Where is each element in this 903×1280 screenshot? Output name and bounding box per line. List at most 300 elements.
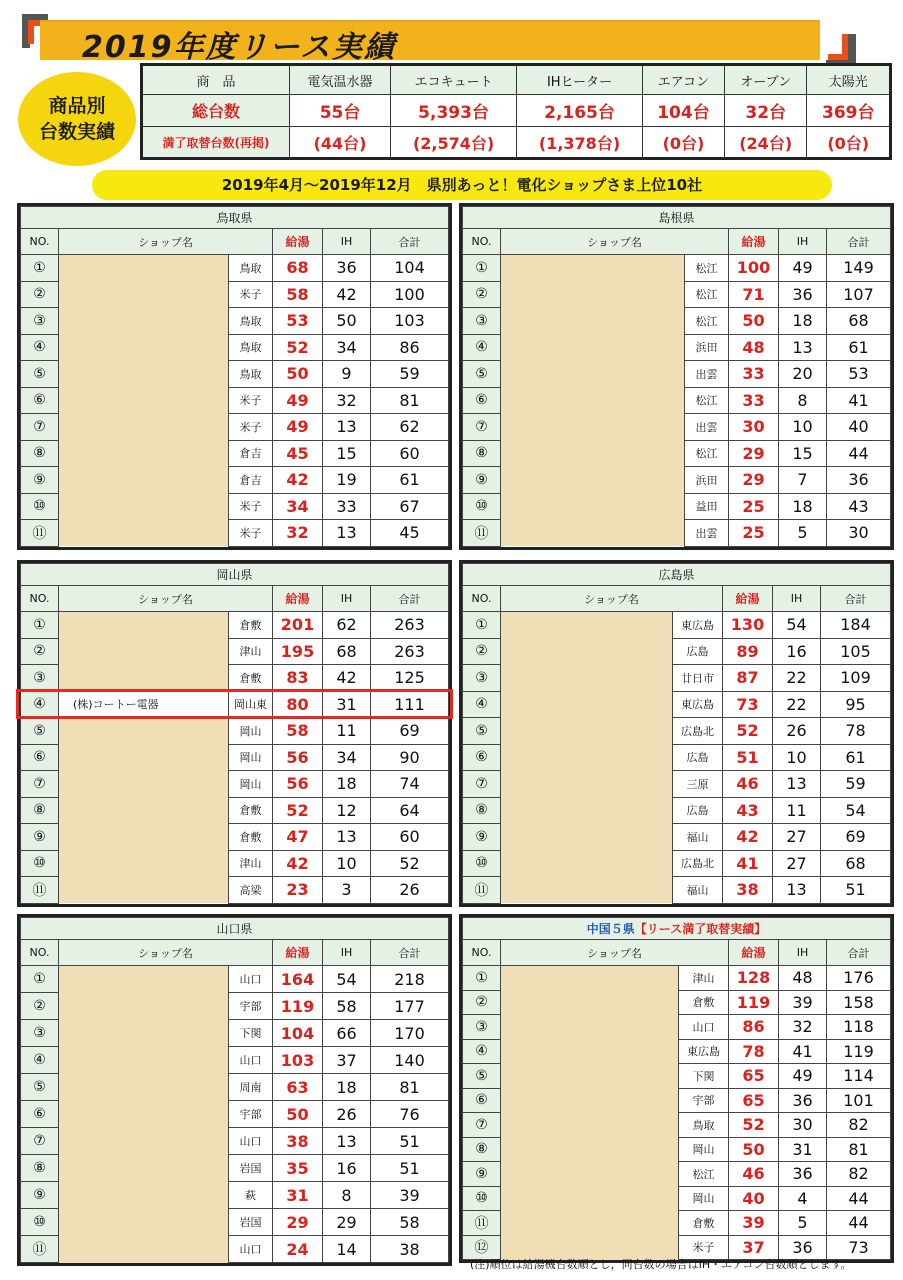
total-count: 103 [371, 308, 449, 335]
kyuto-count: 52 [723, 718, 773, 745]
total-count: 119 [827, 1039, 891, 1064]
ih-count: 32 [323, 387, 371, 414]
kyuto-count: 52 [729, 1113, 779, 1138]
total-count: 59 [371, 361, 449, 388]
page-title: 2019年度リース実績 [82, 30, 396, 65]
shop-name [501, 414, 685, 441]
summary-header-product: 商 品 [142, 65, 290, 95]
kyuto-count: 49 [273, 387, 323, 414]
kyuto-count: 128 [729, 966, 779, 991]
table-row [463, 520, 891, 547]
panel-title-row [21, 207, 449, 229]
table-row [463, 1088, 891, 1113]
shop-name [59, 467, 229, 494]
shop-name [59, 718, 229, 745]
kyuto-count: 43 [723, 797, 773, 824]
total-count: 44 [827, 1211, 891, 1236]
total-count: 78 [821, 718, 891, 745]
shop-name [59, 387, 229, 414]
table-row [21, 824, 449, 851]
panel-header-row [21, 229, 449, 255]
total-count: 184 [821, 612, 891, 639]
shop-city: 東広島 [679, 1039, 729, 1064]
total-count: 82 [827, 1162, 891, 1187]
ih-count: 19 [323, 467, 371, 494]
shop-name [501, 1186, 679, 1211]
total-count: 67 [371, 493, 449, 520]
summary-total-cell: 55台 [290, 95, 391, 127]
header-kyuto: 給湯 [729, 229, 779, 255]
panel-title: 鳥取県 [21, 207, 449, 229]
total-count: 107 [827, 281, 891, 308]
shop-city: 倉敷 [679, 990, 729, 1015]
total-count: 90 [371, 744, 449, 771]
shop-name [501, 520, 685, 547]
panel-header-row [21, 586, 449, 612]
total-count: 68 [827, 308, 891, 335]
shop-name [501, 850, 673, 877]
header-shop: ショップ名 [501, 586, 723, 612]
header-no: NO. [463, 586, 501, 612]
table-row [21, 993, 449, 1020]
ih-count: 27 [773, 850, 821, 877]
kyuto-count: 49 [273, 414, 323, 441]
table-row [463, 467, 891, 494]
header-kyuto: 給湯 [723, 586, 773, 612]
rank-number: ⑤ [463, 361, 501, 388]
kyuto-count: 31 [273, 1182, 323, 1209]
panel-title: 岡山県 [21, 564, 449, 586]
rank-number: ⑪ [463, 520, 501, 547]
shop-city: 倉吉 [229, 467, 273, 494]
ih-count: 9 [323, 361, 371, 388]
ih-count: 8 [323, 1182, 371, 1209]
rank-number: ⑥ [21, 744, 59, 771]
shop-name [501, 1162, 679, 1187]
total-count: 44 [827, 1186, 891, 1211]
rank-number: ③ [21, 1020, 59, 1047]
shop-city: 山口 [229, 966, 273, 993]
shop-city: 宇部 [229, 993, 273, 1020]
shop-name [59, 850, 229, 877]
ih-count: 4 [779, 1186, 827, 1211]
table-row [21, 966, 449, 993]
header-ih: IH [773, 586, 821, 612]
kyuto-count: 46 [729, 1162, 779, 1187]
panel-yamaguchi [17, 914, 452, 1266]
ih-count: 13 [323, 414, 371, 441]
shop-city: 米子 [229, 520, 273, 547]
header-ih: IH [779, 940, 827, 966]
header-ih: IH [323, 586, 371, 612]
ih-count: 13 [773, 771, 821, 798]
total-count: 54 [821, 797, 891, 824]
shop-name [59, 1182, 229, 1209]
kyuto-count: 65 [729, 1064, 779, 1089]
ih-count: 27 [773, 824, 821, 851]
total-count: 170 [371, 1020, 449, 1047]
shop-city: 廿日市 [673, 665, 723, 692]
table-row [21, 1101, 449, 1128]
ih-count: 29 [323, 1209, 371, 1236]
shop-city: 津山 [229, 850, 273, 877]
total-count: 43 [827, 493, 891, 520]
rank-number: ⑤ [21, 718, 59, 745]
kyuto-count: 58 [273, 281, 323, 308]
shop-city: 浜田 [685, 467, 729, 494]
ih-count: 37 [323, 1047, 371, 1074]
ih-count: 10 [773, 744, 821, 771]
panel-header-row [463, 940, 891, 966]
shop-city: 宇部 [679, 1088, 729, 1113]
kyuto-count: 23 [273, 877, 323, 904]
table-row [21, 493, 449, 520]
rank-number: ⑧ [21, 1155, 59, 1182]
shop-name [501, 387, 685, 414]
ih-count: 62 [323, 612, 371, 639]
ih-count: 58 [323, 993, 371, 1020]
table-row [463, 771, 891, 798]
table-row [21, 255, 449, 282]
kyuto-count: 50 [273, 1101, 323, 1128]
table-row [21, 334, 449, 361]
kyuto-count: 38 [723, 877, 773, 904]
header-kyuto: 給湯 [273, 586, 323, 612]
ranking-table [20, 206, 449, 547]
total-count: 38 [371, 1236, 449, 1263]
shop-name [501, 718, 673, 745]
rank-number: ⑨ [21, 824, 59, 851]
shop-city: 岡山 [229, 718, 273, 745]
total-count: 81 [371, 1074, 449, 1101]
kyuto-count: 48 [729, 334, 779, 361]
shop-city: 宇部 [229, 1101, 273, 1128]
kyuto-count: 25 [729, 493, 779, 520]
badge-line-1: 商品別 [48, 95, 106, 117]
table-row [21, 387, 449, 414]
total-count: 45 [371, 520, 449, 547]
shop-name [59, 361, 229, 388]
rank-number: ② [21, 638, 59, 665]
ih-count: 22 [773, 691, 821, 718]
shop-city: 松江 [685, 255, 729, 282]
header-shop: ショップ名 [59, 940, 273, 966]
rank-number: ⑥ [463, 387, 501, 414]
total-count: 60 [371, 824, 449, 851]
ih-count: 18 [779, 493, 827, 520]
shop-city: 倉敷 [229, 824, 273, 851]
total-count: 44 [827, 440, 891, 467]
total-count: 60 [371, 440, 449, 467]
table-row [463, 638, 891, 665]
rank-number: ⑨ [21, 467, 59, 494]
table-row [463, 1039, 891, 1064]
ih-count: 31 [323, 691, 371, 718]
shop-name [501, 1015, 679, 1040]
shop-city: 米子 [679, 1235, 729, 1260]
shop-city: 岡山 [679, 1137, 729, 1162]
header-ih: IH [779, 229, 827, 255]
kyuto-count: 89 [723, 638, 773, 665]
summary-total-cell: 104台 [643, 95, 725, 127]
kyuto-count: 35 [273, 1155, 323, 1182]
ih-count: 36 [779, 1088, 827, 1113]
shop-name [59, 824, 229, 851]
table-row [463, 1113, 891, 1138]
rank-number: ⑦ [463, 771, 501, 798]
total-count: 149 [827, 255, 891, 282]
total-count: 111 [371, 691, 449, 718]
shop-name [501, 361, 685, 388]
table-row [463, 1211, 891, 1236]
rank-number: ② [21, 281, 59, 308]
ih-count: 26 [323, 1101, 371, 1128]
ih-count: 22 [773, 665, 821, 692]
table-row [21, 665, 449, 692]
rank-number: ⑧ [21, 440, 59, 467]
shop-city: 米子 [229, 493, 273, 520]
ih-count: 34 [323, 744, 371, 771]
header-shop: ショップ名 [59, 229, 273, 255]
rank-number: ⑫ [463, 1235, 501, 1260]
shop-name [501, 824, 673, 851]
shop-name [59, 1236, 229, 1263]
total-count: 36 [827, 467, 891, 494]
shop-city: 出雲 [685, 361, 729, 388]
rank-number: ③ [463, 665, 501, 692]
total-count: 176 [827, 966, 891, 991]
rank-number: ① [21, 612, 59, 639]
header-ih: IH [323, 229, 371, 255]
total-count: 53 [827, 361, 891, 388]
table-row [463, 612, 891, 639]
table-row [463, 414, 891, 441]
shop-name [59, 1155, 229, 1182]
panel-title [463, 918, 891, 940]
kyuto-count: 30 [729, 414, 779, 441]
ih-count: 36 [779, 1235, 827, 1260]
total-count: 61 [821, 744, 891, 771]
shop-name [59, 797, 229, 824]
shop-name [59, 744, 229, 771]
shop-city: 倉敷 [229, 665, 273, 692]
ih-count: 13 [773, 877, 821, 904]
ranking-table [462, 917, 891, 1260]
shop-name [501, 691, 673, 718]
kyuto-count: 73 [723, 691, 773, 718]
ih-count: 34 [323, 334, 371, 361]
panel-chugoku [459, 914, 894, 1263]
ih-count: 8 [779, 387, 827, 414]
kyuto-count: 25 [729, 520, 779, 547]
rank-number: ⑤ [21, 361, 59, 388]
kyuto-count: 47 [273, 824, 323, 851]
rank-number: ⑧ [21, 797, 59, 824]
rank-number: ④ [21, 691, 59, 718]
shop-name [501, 877, 673, 904]
rank-number: ④ [463, 691, 501, 718]
panel-hiroshima [459, 560, 894, 907]
shop-city: 岡山東 [229, 691, 273, 718]
table-row [21, 1074, 449, 1101]
shop-city: 浜田 [685, 334, 729, 361]
ih-count: 48 [779, 966, 827, 991]
kyuto-count: 40 [729, 1186, 779, 1211]
kyuto-count: 34 [273, 493, 323, 520]
ih-count: 42 [323, 281, 371, 308]
shop-city: 出雲 [685, 414, 729, 441]
kyuto-count: 83 [273, 665, 323, 692]
shop-name [501, 493, 685, 520]
table-row [463, 334, 891, 361]
summary-header-water-heater: 電気温水器 [290, 65, 391, 95]
ih-count: 15 [779, 440, 827, 467]
rank-number: ② [463, 638, 501, 665]
rank-number: ④ [463, 334, 501, 361]
shop-name [59, 1209, 229, 1236]
shop-city: 倉敷 [229, 797, 273, 824]
kyuto-count: 56 [273, 771, 323, 798]
summary-replacement-cell: (0台) [807, 127, 891, 159]
total-count: 74 [371, 771, 449, 798]
total-count: 69 [821, 824, 891, 851]
shop-city: 東広島 [673, 691, 723, 718]
total-count: 140 [371, 1047, 449, 1074]
ih-count: 41 [779, 1039, 827, 1064]
header-kyuto: 給湯 [273, 940, 323, 966]
shop-city: 東広島 [673, 612, 723, 639]
shop-city: 鳥取 [229, 361, 273, 388]
table-row [463, 493, 891, 520]
shop-city: 周南 [229, 1074, 273, 1101]
shop-city: 松江 [685, 387, 729, 414]
shop-name [501, 990, 679, 1015]
table-row [21, 1236, 449, 1263]
rank-number: ⑧ [463, 1137, 501, 1162]
total-count: 81 [827, 1137, 891, 1162]
total-count: 158 [827, 990, 891, 1015]
shop-city: 鳥取 [679, 1113, 729, 1138]
total-count: 41 [827, 387, 891, 414]
summary-header-ecocute: エコキュート [391, 65, 517, 95]
table-row [463, 665, 891, 692]
kyuto-count: 56 [273, 744, 323, 771]
table-row [21, 281, 449, 308]
corner-decoration-right-accent [828, 34, 848, 60]
table-row [21, 1020, 449, 1047]
ranking-table [20, 563, 449, 904]
table-row [463, 361, 891, 388]
summary-replacement-row [142, 127, 891, 159]
summary-total-cell: 2,165台 [517, 95, 643, 127]
ih-count: 12 [323, 797, 371, 824]
rank-number: ⑤ [463, 1064, 501, 1089]
shop-name [59, 1020, 229, 1047]
shop-name [501, 281, 685, 308]
shop-name [59, 1074, 229, 1101]
shop-name [501, 771, 673, 798]
ih-count: 7 [779, 467, 827, 494]
header-total: 合計 [371, 586, 449, 612]
ih-count: 16 [323, 1155, 371, 1182]
header-kyuto: 給湯 [729, 940, 779, 966]
table-row [463, 1137, 891, 1162]
rank-number: ⑩ [463, 1186, 501, 1211]
ih-count: 32 [779, 1015, 827, 1040]
kyuto-count: 103 [273, 1047, 323, 1074]
rank-number: ⑧ [463, 797, 501, 824]
shop-city: 米子 [229, 387, 273, 414]
summary-replacement-cell: (44台) [290, 127, 391, 159]
header-total: 合計 [827, 940, 891, 966]
shop-name [501, 1113, 679, 1138]
rank-number: ④ [21, 334, 59, 361]
shop-name [59, 440, 229, 467]
shop-city: 鳥取 [229, 308, 273, 335]
kyuto-count: 33 [729, 361, 779, 388]
header-no: NO. [21, 229, 59, 255]
table-row [21, 1155, 449, 1182]
shop-city: 広島北 [673, 850, 723, 877]
kyuto-count: 65 [729, 1088, 779, 1113]
shop-name [501, 797, 673, 824]
panel-title: 山口県 [21, 918, 449, 940]
rank-number: ⑪ [21, 877, 59, 904]
shop-city: 津山 [229, 638, 273, 665]
table-row [21, 877, 449, 904]
summary-replacement-cell: (24台) [724, 127, 807, 159]
ih-count: 10 [779, 414, 827, 441]
shop-name [59, 1128, 229, 1155]
header-shop: ショップ名 [59, 586, 273, 612]
header-no: NO. [463, 229, 501, 255]
ih-count: 11 [773, 797, 821, 824]
table-row [21, 1047, 449, 1074]
rank-number: ⑪ [463, 1211, 501, 1236]
ih-count: 13 [323, 520, 371, 547]
rank-number: ⑨ [463, 467, 501, 494]
kyuto-count: 52 [273, 334, 323, 361]
kyuto-count: 119 [729, 990, 779, 1015]
header-kyuto: 給湯 [273, 229, 323, 255]
shop-city: 山口 [679, 1015, 729, 1040]
panel-header-row [463, 229, 891, 255]
rank-number: ⑤ [21, 1074, 59, 1101]
shop-city: 松江 [685, 308, 729, 335]
table-row [463, 1064, 891, 1089]
subtitle-bar: 2019年4月～2019年12月 県別あっと！電化ショップさま上位10社 [92, 170, 832, 200]
shop-city: 萩 [229, 1182, 273, 1209]
kyuto-count: 71 [729, 281, 779, 308]
shop-city: 広島 [673, 744, 723, 771]
shop-city: 米子 [229, 414, 273, 441]
shop-name [59, 612, 229, 639]
kyuto-count: 87 [723, 665, 773, 692]
kyuto-count: 42 [273, 467, 323, 494]
total-count: 104 [371, 255, 449, 282]
total-count: 82 [827, 1113, 891, 1138]
rank-number: ⑩ [463, 850, 501, 877]
shop-name [59, 414, 229, 441]
ih-count: 39 [779, 990, 827, 1015]
ih-count: 54 [773, 612, 821, 639]
kyuto-count: 51 [723, 744, 773, 771]
table-row [463, 850, 891, 877]
table-row [463, 387, 891, 414]
kyuto-count: 39 [729, 1211, 779, 1236]
shop-name [501, 744, 673, 771]
summary-total-cell: 32台 [724, 95, 807, 127]
